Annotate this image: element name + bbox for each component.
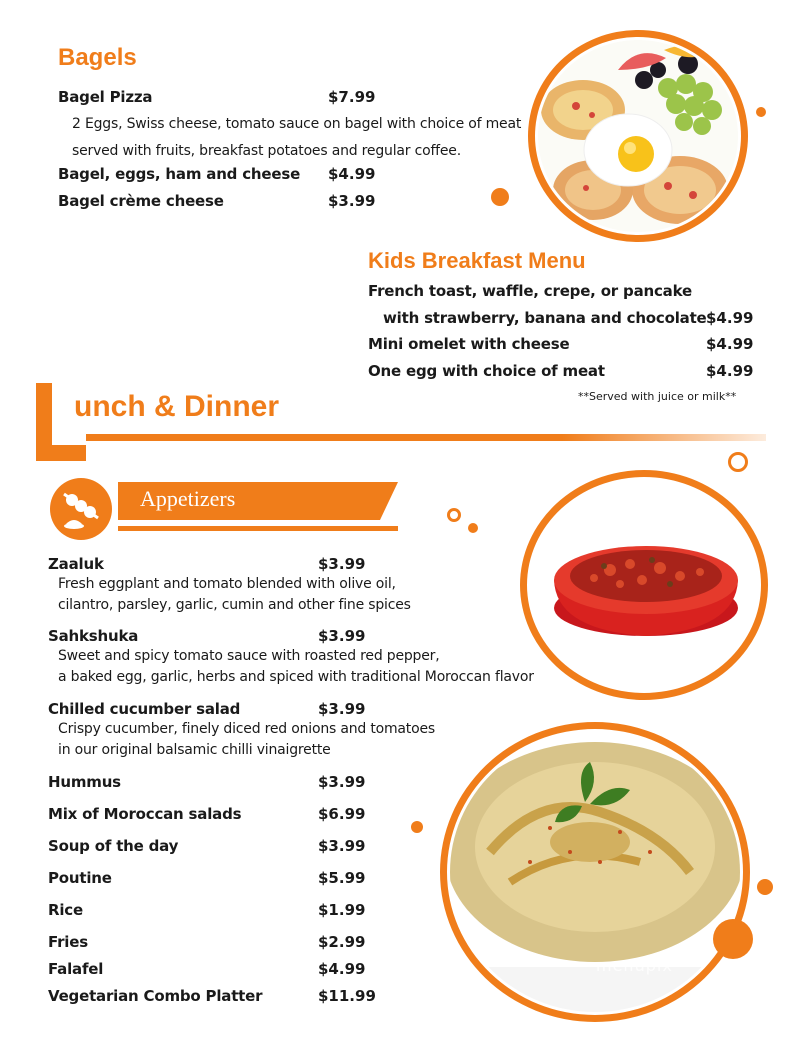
menu-item-name: Zaaluk xyxy=(48,555,104,573)
decor-dot xyxy=(491,188,509,206)
decor-dot xyxy=(756,107,766,117)
menu-item-price: $6.99 xyxy=(318,805,366,823)
menu-item-name: Hummus xyxy=(48,773,121,791)
menu-item-name: Falafel xyxy=(48,960,104,978)
menu-item-name: Sahkshuka xyxy=(48,627,139,645)
big-l-letter-foot xyxy=(36,445,86,461)
menu-item-desc: Sweet and spicy tomato sauce with roasted red pepper, xyxy=(58,648,440,664)
hummus-bowl-image xyxy=(450,732,740,1012)
menu-item-price: $3.99 xyxy=(318,555,366,573)
menu-item-price: $1.99 xyxy=(318,901,366,919)
menu-item-price: $4.99 xyxy=(706,309,754,327)
menu-item-name: Vegetarian Combo Platter xyxy=(48,987,263,1005)
menu-item-name: Chilled cucumber salad xyxy=(48,700,241,718)
menu-item-desc: cilantro, parsley, garlic, cumin and other fine spices xyxy=(58,597,411,613)
menu-item-name: Bagel Pizza xyxy=(58,88,153,106)
menu-item-price: $3.99 xyxy=(318,837,366,855)
kids-menu-heading: Kids Breakfast Menu xyxy=(368,248,586,273)
menu-item-name: Rice xyxy=(48,901,83,919)
menu-item-price: $3.99 xyxy=(328,192,376,210)
appetizers-underline xyxy=(118,526,398,531)
menu-item-name: French toast, waffle, crepe, or pancake xyxy=(368,282,692,300)
decor-dot xyxy=(411,821,423,833)
menu-item-desc: a baked egg, garlic, herbs and spiced with traditional Moroccan flavor xyxy=(58,669,534,685)
lunch-divider-line xyxy=(86,434,766,441)
watermark: menupix xyxy=(596,956,673,975)
menu-item-name: with strawberry, banana and chocolate xyxy=(383,309,707,327)
menu-item-price: $3.99 xyxy=(318,773,366,791)
menu-item-price: $11.99 xyxy=(318,987,376,1005)
menu-item-price: $4.99 xyxy=(328,165,376,183)
lunch-dinner-heading: unch & Dinner xyxy=(74,390,280,423)
skewer-icon xyxy=(50,478,112,540)
menu-item-price: $2.99 xyxy=(318,933,366,951)
menu-item-name: Bagel crème cheese xyxy=(58,192,224,210)
menu-item-desc: Fresh eggplant and tomato blended with olive oil, xyxy=(58,576,396,592)
decor-dot xyxy=(468,523,478,533)
menu-item-price: $5.99 xyxy=(318,869,366,887)
menu-item-name: Mini omelet with cheese xyxy=(368,335,570,353)
menu-item-name: Mix of Moroccan salads xyxy=(48,805,242,823)
menu-item-name: Fries xyxy=(48,933,88,951)
appetizers-heading: Appetizers xyxy=(140,486,236,511)
decor-ring xyxy=(447,508,461,522)
menu-item-name: Soup of the day xyxy=(48,837,179,855)
menu-item-name: Bagel, eggs, ham and cheese xyxy=(58,165,301,183)
menu-item-name: Poutine xyxy=(48,869,112,887)
bagel-plate-image xyxy=(538,40,738,232)
menu-item-price: $7.99 xyxy=(328,88,376,106)
menu-item-price: $4.99 xyxy=(318,960,366,978)
menu-item-name: One egg with choice of meat xyxy=(368,362,605,380)
menu-item-desc: served with fruits, breakfast potatoes and regular coffee. xyxy=(72,143,461,159)
menu-item-price: $4.99 xyxy=(706,335,754,353)
menu-item-desc: in our original balsamic chilli vinaigrette xyxy=(58,742,331,758)
menu-item-desc: 2 Eggs, Swiss cheese, tomato sauce on bagel with choice of meat xyxy=(72,116,522,132)
menu-item-price: $3.99 xyxy=(318,627,366,645)
decor-dot xyxy=(757,879,773,895)
decor-dot xyxy=(713,919,753,959)
menu-item-desc: Crispy cucumber, finely diced red onions and tomatoes xyxy=(58,721,435,737)
menu-item-price: $4.99 xyxy=(706,362,754,380)
zaaluk-bowl-image xyxy=(530,480,758,690)
kids-menu-note: **Served with juice or milk** xyxy=(578,390,737,403)
decor-ring xyxy=(728,452,748,472)
menu-item-price: $3.99 xyxy=(318,700,366,718)
bagels-heading: Bagels xyxy=(58,44,137,71)
